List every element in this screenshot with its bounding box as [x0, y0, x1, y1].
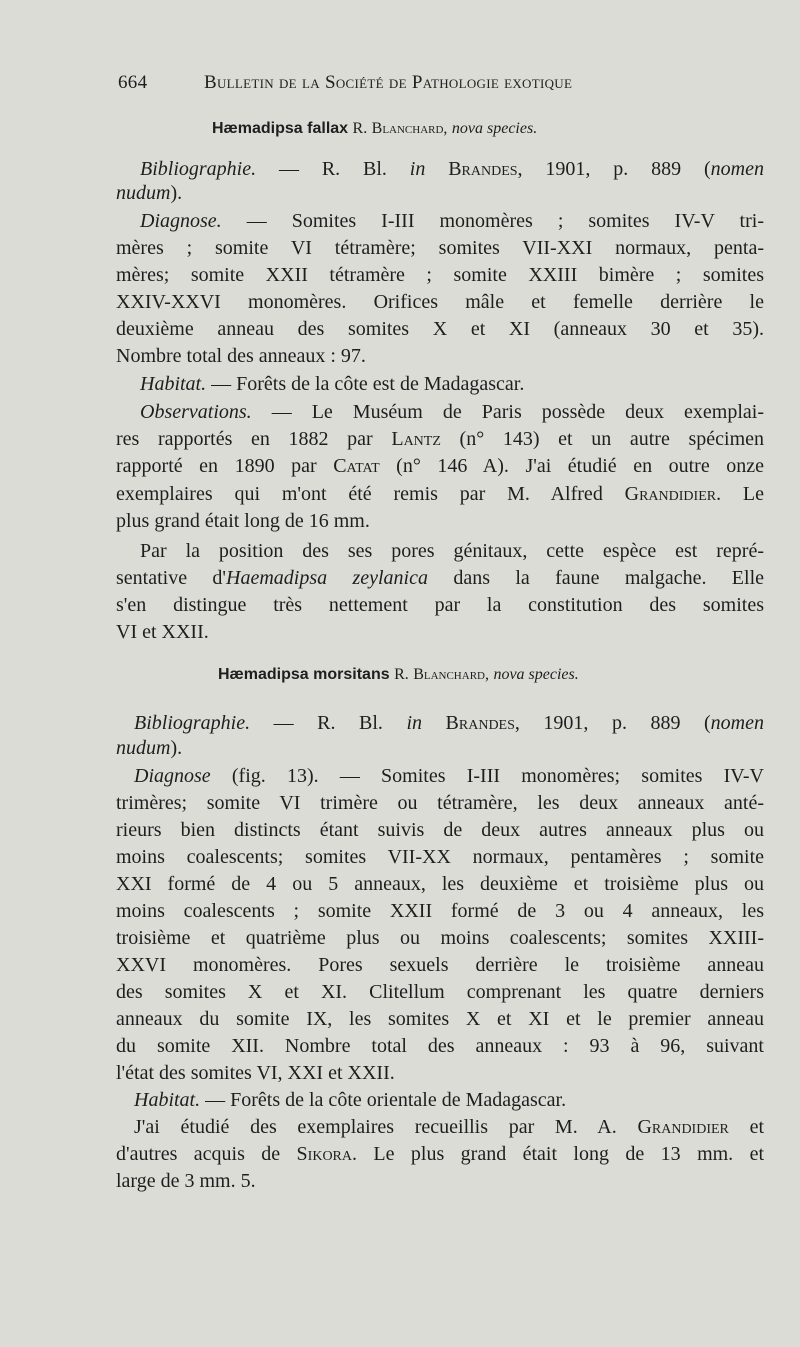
text-line: nudum).	[116, 182, 183, 204]
text-line: Observations. — Le Muséum de Paris possède deux exemplai-	[140, 401, 764, 423]
text-line: Habitat. — Forêts de la côte orientale de Madagascar.	[134, 1089, 567, 1111]
species-status: nova species.	[451, 120, 538, 137]
text-line: du somite XII. Nombre total des anneaux : 93 à 96, suivant	[116, 1035, 764, 1057]
text-line: d'autres acquis de Sikora. Le plus grand était long de 13 mm. et	[116, 1143, 765, 1165]
species-name: Hæmadipsa morsitans	[218, 666, 390, 683]
text-line: XXVI monomères. Pores sexuels derrière le troisième anneau	[116, 954, 764, 976]
text-line: des somites X et XI. Clitellum comprenant les quatre derniers	[116, 981, 764, 1003]
text-line: J'ai étudié des exemplaires recueillis par M. A. Grandidier et	[134, 1116, 764, 1138]
text-line: mères ; somite VI tétramère; somites VII-XXI normaux, penta-	[116, 237, 764, 259]
text-line: Bibliographie. — R. Bl. in Brandes, 1901, p. 889 (nomen	[134, 712, 764, 734]
text-line: l'état des somites VI, XXI et XXII.	[116, 1062, 395, 1084]
species-author-initial: R.	[394, 666, 409, 683]
text-line: moins coalescents; somites VII-XX normaux, pentamères ; somite	[116, 846, 764, 868]
text-line: sentative d'Haemadipsa zeylanica dans la faune malgache. Elle	[116, 567, 764, 589]
species-heading-2	[218, 666, 579, 684]
species-heading-1	[212, 120, 537, 138]
species-author: Blanchard,	[413, 666, 489, 683]
text-line: anneaux du somite IX, les somites X et XI et le premier anneau	[116, 1008, 764, 1030]
text-line: exemplaires qui m'ont été remis par M. Alfred Grandidier. Le	[116, 483, 764, 505]
text-line: rieurs bien distincts étant suivis de deux autres anneaux plus ou	[116, 819, 764, 841]
text-line: Bibliographie. — R. Bl. in Brandes, 1901, p. 889 (nomen	[140, 158, 764, 180]
species-name: Hæmadipsa fallax	[212, 120, 349, 137]
text-line: Par la position des ses pores génitaux, cette espèce est repré-	[140, 540, 764, 562]
text-line: Habitat. — Forêts de la côte est de Madagascar.	[140, 373, 525, 395]
page-number: 664	[118, 72, 148, 93]
species-author-initial: R.	[352, 120, 368, 137]
species-author: Blanchard,	[371, 120, 448, 137]
text-line: Diagnose. — Somites I-III monomères ; somites IV-V tri-	[140, 210, 764, 232]
species-status: nova species.	[493, 666, 579, 683]
text-line: VI et XXII.	[116, 621, 209, 643]
text-line: troisième et quatrième plus ou moins coalescents; somites XXIII-	[116, 927, 764, 949]
text-line: XXI formé de 4 ou 5 anneaux, les deuxième et troisième plus ou	[116, 873, 764, 895]
text-line: res rapportés en 1882 par Lantz (n° 143) et un autre spécimen	[116, 428, 764, 450]
text-line: large de 3 mm. 5.	[116, 1170, 256, 1192]
text-line: Nombre total des anneaux : 97.	[116, 345, 366, 367]
text-line: XXIV-XXVI monomères. Orifices mâle et femelle derrière le	[116, 291, 764, 313]
text-line: trimères; somite VI trimère ou tétramère, les deux anneaux anté-	[116, 792, 764, 814]
text-line: Diagnose (fig. 13). — Somites I-III monomères; somites IV-V	[134, 765, 764, 787]
journal-title: Bulletin de la Société de Pathologie exotique	[204, 72, 573, 93]
text-line: nudum).	[116, 737, 183, 759]
text-line: deuxième anneau des somites X et XI (anneaux 30 et 35).	[116, 318, 764, 340]
text-line: mères; somite XXII tétramère ; somite XXIII bimère ; somites	[116, 264, 764, 286]
text-line: rapporté en 1890 par Catat (n° 146 A). J'ai étudié en outre onze	[116, 455, 764, 477]
text-line: plus grand était long de 16 mm.	[116, 510, 370, 532]
text-line: moins coalescents ; somite XXII formé de 3 ou 4 anneaux, les	[116, 900, 764, 922]
text-line: s'en distingue très nettement par la constitution des somites	[116, 594, 764, 616]
